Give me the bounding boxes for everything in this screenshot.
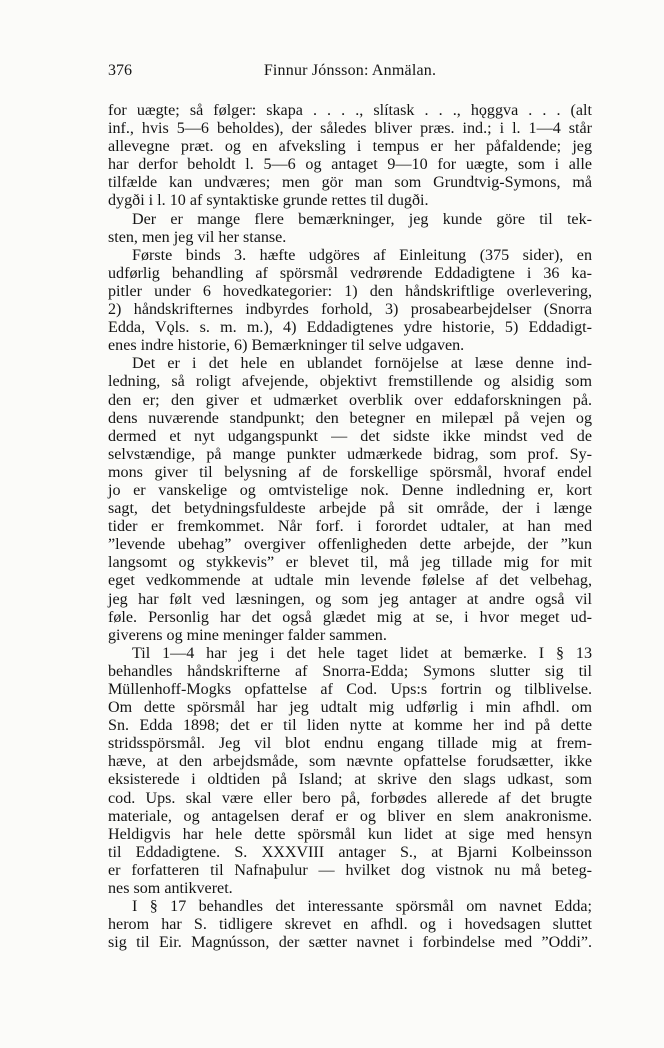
text-line: jo er vanskelige og omtvistelige nok. Denne indledning er, kort — [108, 481, 592, 499]
text-line: langsomt og stykkevis” er blevet til, må jeg tillade mig for mit — [108, 554, 592, 572]
text-line: pitler under 6 hovedkategorier: 1) den håndskriftlige overlevering, — [108, 282, 592, 300]
text-line: inf., hvis 5—6 beholdes), der således bliver præs. ind.; i l. 1—4 står — [108, 120, 592, 138]
text-line: I § 17 behandles det interessante spörsmål om navnet Edda; — [132, 898, 592, 916]
text-line: Sn. Edda 1898; det er til liden nytte at komme her ind på dette — [108, 717, 592, 735]
text-line: Heldigvis har hele dette spörsmål kun lidet at sige med hensyn — [108, 825, 592, 843]
text-line: 2) håndskrifternes indbyrdes forhold, 3) prosabearbejdelser (Snorra — [108, 301, 592, 319]
text-line: har derfor beholdt l. 5—6 og antaget 9—10 for uægte, som i alle — [108, 156, 592, 174]
text-line: føle. Personlig har det også glædet mig at se, i hvor meget ud- — [108, 608, 592, 626]
text-line: cod. Ups. skal være eller bero på, forbødes allerede af det brugte — [108, 789, 592, 807]
body-text — [108, 102, 592, 952]
text-line: behandles håndskrifterne af Snorra-Edda; Symons slutter sig til — [108, 662, 592, 680]
text-line: Om dette spörsmål har jeg udtalt mig udførlig i min afhdl. om — [108, 699, 592, 717]
running-title: Finnur Jónsson: Anmälan. — [263, 62, 437, 79]
text-line: giverens og mine meninger falder sammen. — [108, 626, 387, 644]
text-line: for uægte; så følger: skapa . . . ., slítask . . ., hǫggva . . . (alt — [108, 102, 592, 119]
paragraph — [108, 898, 592, 952]
page-header — [108, 62, 592, 86]
text-line: Første binds 3. hæfte udgöres af Einleitung (375 sider), en — [132, 246, 592, 264]
text-line: jeg har følt ved læsningen, og som jeg antager at andre også vil — [108, 590, 592, 608]
text-line: selvstændige, på mange punkter udmærkede bidrag, som prof. Sy- — [108, 445, 592, 463]
text-line: eget vedkommende at udtale min levende følelse af det velbehag, — [108, 572, 592, 590]
text-line: udførlig behandling af spörsmål vedrørende Eddadigtene i 36 ka- — [108, 264, 592, 282]
text-line: materiale, og antagelsen deraf er og bliver en slem anakronisme. — [108, 807, 592, 825]
text-line: sagt, det betydningsfuldeste arbejde på sit område, der i længe — [108, 500, 592, 518]
text-line: dermed et nyt udgangspunkt — det sidste ikke mindst ved de — [108, 427, 592, 445]
paragraph — [108, 247, 592, 356]
text-line: stridsspörsmål. Jeg vil blot endnu engang tillade mig at frem- — [108, 735, 592, 753]
text-line: dygði i l. 10 af syntaktiske grunde rettes til dugði. — [108, 192, 429, 210]
text-line: sten, men jeg vil her stanse. — [108, 228, 287, 246]
paragraph — [108, 102, 592, 211]
paragraph — [108, 645, 592, 898]
text-line: tider er fremkommet. Når forf. i forordet udtaler, at han med — [108, 518, 592, 536]
text-line: Müllenhoff-Mogks opfattelse af Cod. Ups:s fortrin og tilblivelse. — [108, 681, 592, 698]
text-line: eksisterede i oldtiden på Island; at skrive den slags udkast, som — [108, 771, 592, 789]
text-line: enes indre historie, 6) Bemærkninger til selve udgaven. — [108, 337, 465, 355]
text-line: sig til Eir. Magnússon, der sætter navnet i forbindelse med ”Oddi”. — [108, 934, 592, 952]
text-line: dens nuværende standpunkt; den betegner en milepæl på vejen og — [108, 409, 592, 427]
text-line: herom har S. tidligere skrevet en afhdl. og i hovedsagen sluttet — [108, 916, 592, 934]
text-line: tilfælde kan undværes; men gör man som Grundtvig-Symons, må — [108, 174, 592, 192]
paragraph — [108, 355, 592, 645]
text-line: Der er mange flere bemærkninger, jeg kunde göre til tek- — [132, 210, 592, 228]
paragraph — [108, 211, 592, 247]
text-line: nes som antikveret. — [108, 880, 233, 898]
text-line: hæve, at den arbejdsmåde, som nævnte opfattelse forudsætter, ikke — [108, 753, 592, 771]
text-line: Edda, Vǫls. s. m. m.), 4) Eddadigtenes ydre historie, 5) Eddadigt- — [108, 319, 592, 337]
text-line: ”levende ubehag” overgiver offenligheden dette arbejde, der ”kun — [108, 536, 592, 554]
text-line: allevegne præt. og en afveksling i tempus er her påfaldende; jeg — [108, 138, 592, 156]
text-line: Til 1—4 har jeg i det hele taget lidet at bemærke. I § 13 — [132, 644, 592, 662]
text-line: Det er i det hele en ublandet fornöjelse at læse denne ind- — [132, 355, 592, 373]
text-line: til Eddadigtene. S. XXXVIII antager S., at Bjarni Kolbeinsson — [108, 843, 592, 861]
text-line: den er; den giver et udmærket overblik over eddaforskningen på. — [108, 391, 592, 409]
page-number: 376 — [108, 62, 132, 79]
text-line: er forfatteren til Nafnaþulur — hvilket dog vistnok nu må beteg- — [108, 861, 592, 879]
text-line: mons giver til belysning af de forskellige spörsmål, hvoraf endel — [108, 463, 592, 481]
text-line: ledning, så roligt afvejende, objektivt fremstillende og alsidig som — [108, 373, 592, 391]
